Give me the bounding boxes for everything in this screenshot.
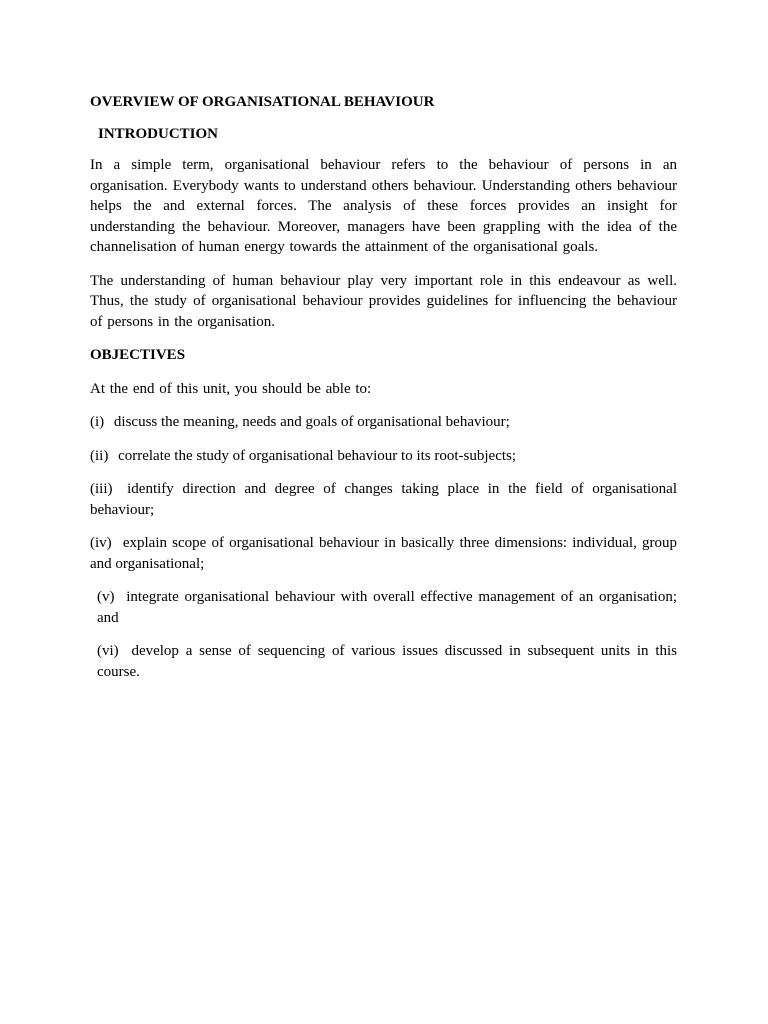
objective-text: discuss the meaning, needs and goals of organisational behaviour; [113, 414, 510, 430]
intro-paragraph-2: The understanding of human behaviour play very important role in this endeavour as well. Thus, the study of organisational behaviour provides guidelines for influencing the behaviour of persons in the organisation. [90, 272, 677, 330]
objective-item [90, 587, 677, 628]
objective-item [90, 479, 677, 520]
objective-number: (vi) [97, 643, 119, 659]
objective-text: correlate the study of organisational behaviour to its root-subjects; [118, 447, 517, 464]
objective-number: (ii) [90, 447, 109, 464]
objective-text: integrate organisational behaviour with overall effective management of an organisation; and [97, 589, 678, 626]
objective-item [90, 641, 677, 682]
objective-text: identify direction and degree of changes taking place in the field of organisational behaviour; [90, 481, 677, 518]
objective-number: (iii) [90, 481, 113, 497]
objective-item [90, 412, 677, 433]
objective-text: explain scope of organisational behaviour in basically three dimensions: individual, group and organisational; [90, 535, 678, 572]
objective-number: (iv) [90, 535, 112, 551]
objective-number: (i) [90, 414, 105, 430]
objectives-intro: At the end of this unit, you should be able to: [90, 380, 372, 397]
objective-number: (v) [97, 589, 115, 605]
intro-paragraph-1: In a simple term, organisational behaviour refers to the behaviour of persons in an organisation. Everybody wants to understand others behaviour. Understanding others behaviour helps the and external forces. The analysis of these forces provides an insight for understanding the behaviour. Moreover, managers have been grappling with the idea of the channelisation of human energy towards the attainment of the organisational goals. [90, 157, 677, 255]
document-title: OVERVIEW OF ORGANISATIONAL BEHAVIOUR [90, 94, 435, 110]
objectives-heading: OBJECTIVES [90, 347, 186, 363]
objective-item [90, 446, 677, 467]
document-page [90, 92, 677, 695]
objectives-list [90, 412, 677, 682]
introduction-heading: INTRODUCTION [98, 125, 219, 142]
objective-text: develop a sense of sequencing of various issues discussed in subsequent units in this course. [97, 643, 677, 680]
objective-item [90, 533, 677, 574]
